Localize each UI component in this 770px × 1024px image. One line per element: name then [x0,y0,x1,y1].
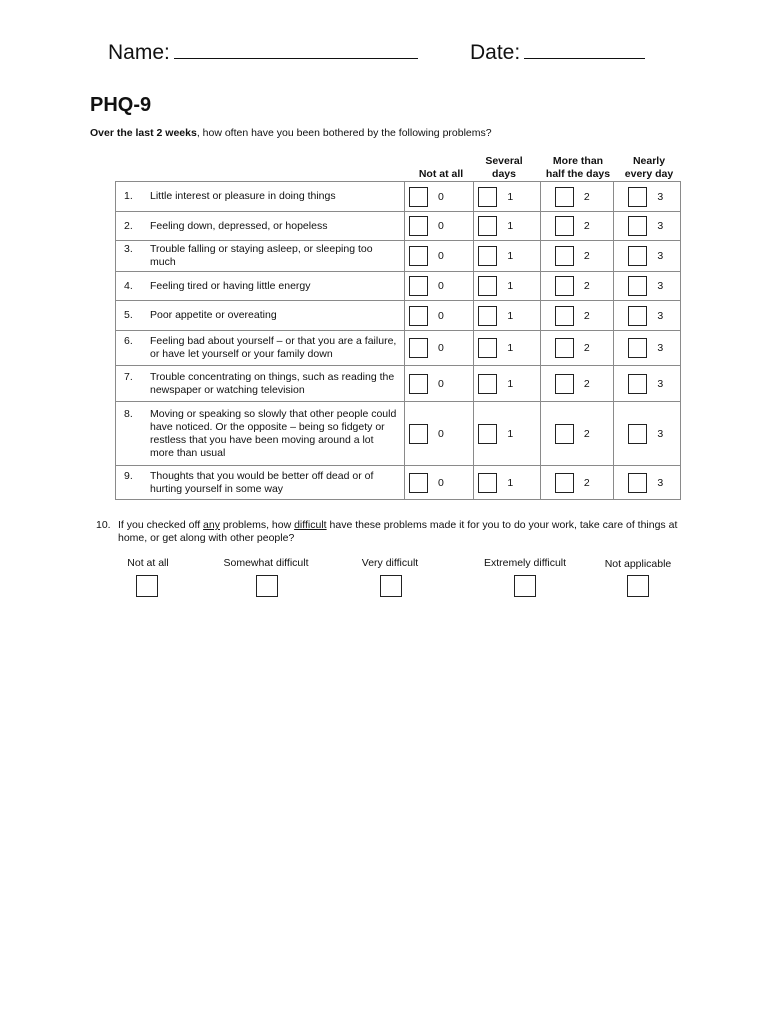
question-row [116,212,681,241]
answer-checkbox[interactable] [409,424,428,444]
answer-score: 1 [507,309,514,322]
question-number: 6. [124,335,133,347]
answer-score: 0 [438,280,444,292]
answer-option [614,473,680,493]
answer-cell [405,212,474,241]
difficulty-label: Somewhat difficult [223,557,309,569]
question-cell [116,366,405,402]
question-text: Trouble falling or staying asleep, or sleeping too much [150,243,373,268]
answer-option [405,473,473,493]
answer-option [405,306,473,326]
question-row [116,366,681,402]
answer-option [474,216,539,236]
difficulty-option-not-at-all [118,557,178,597]
question-text: Feeling tired or having little energy [150,279,311,292]
answer-checkbox[interactable] [628,473,647,493]
answer-cell [405,272,474,301]
answer-score: 0 [438,250,444,262]
answer-checkbox[interactable] [409,338,428,358]
answer-checkbox[interactable] [409,187,428,207]
answer-cell [614,212,681,241]
question-number: 3. [124,243,133,255]
question-content [116,188,404,205]
question-number: 1. [124,190,133,202]
answer-score: 0 [438,427,444,440]
difficulty-checkbox-extremely[interactable] [514,575,536,597]
answer-option [614,246,680,266]
difficulty-label: Very difficult [361,557,419,569]
answer-score: 2 [583,476,590,489]
answer-score: 0 [438,342,444,354]
name-label: Name: [108,41,170,64]
answer-cell [540,402,613,466]
answer-checkbox[interactable] [409,473,428,493]
answer-checkbox[interactable] [628,374,647,394]
question-number: 4. [124,279,133,292]
answer-score: 0 [438,377,444,390]
answer-cell [474,402,540,466]
instructions-bold: Over the last 2 weeks [90,127,197,139]
answer-checkbox[interactable] [409,276,428,296]
answer-option [405,246,473,266]
answer-cell [540,182,613,212]
answer-option [541,473,613,493]
name-field-row [108,40,418,65]
difficulty-checkbox-somewhat[interactable] [256,575,278,597]
question-number: 5. [124,309,133,321]
difficulty-option-somewhat [214,557,318,597]
difficulty-option-extremely [474,557,576,597]
answer-checkbox[interactable] [555,424,574,444]
answer-cell [614,301,681,331]
answer-cell [540,241,613,272]
answer-checkbox[interactable] [478,306,497,326]
answer-option [614,338,680,358]
answer-checkbox[interactable] [628,216,647,236]
answer-cell [614,241,681,272]
answer-score: 3 [657,309,664,322]
answer-cell [474,182,540,212]
answer-option [541,338,613,358]
question-cell [116,402,405,466]
question-text: Poor appetite or overeating [150,309,277,321]
answer-cell [540,212,613,241]
phq9-question-table [115,181,681,500]
answer-cell [474,272,540,301]
difficulty-label: Not applicable [604,558,672,570]
instructions [90,127,492,139]
difficulty-label: Not at all [127,557,169,569]
answer-checkbox[interactable] [555,473,574,493]
question-10-text: If you checked off any problems, how difficult have these problems made it for you to do your work, take care of things at home, or get along with other people? [118,519,678,544]
answer-checkbox[interactable] [628,187,647,207]
answer-cell [614,466,681,500]
answer-checkbox[interactable] [555,306,574,326]
answer-option [541,424,613,444]
question-row [116,272,681,301]
answer-checkbox[interactable] [478,338,497,358]
answer-option [474,276,539,296]
answer-checkbox[interactable] [555,374,574,394]
question-cell [116,241,405,272]
answer-score: 2 [583,427,590,440]
answer-option [405,216,473,236]
answer-checkbox[interactable] [628,276,647,296]
answer-score: 1 [507,476,514,489]
answer-option [474,306,539,326]
answer-score: 1 [507,342,514,354]
answer-score: 3 [657,427,664,440]
question-row [116,182,681,212]
question-cell [116,272,405,301]
answer-cell [405,241,474,272]
answer-score: 0 [438,476,444,489]
question-cell [116,331,405,366]
question-content [116,218,404,235]
answer-score: 0 [438,220,444,232]
answer-option [474,338,539,358]
answer-option [405,374,473,394]
answer-option [405,276,473,296]
answer-score: 3 [657,190,664,203]
answer-checkbox[interactable] [478,424,497,444]
answer-option [614,216,680,236]
answer-score: 3 [657,476,664,489]
answer-cell [614,182,681,212]
answer-checkbox[interactable] [628,246,647,266]
answer-checkbox[interactable] [409,306,428,326]
question-cell [116,301,405,331]
question-content [116,241,404,271]
question-text: Little interest or pleasure in doing things [150,190,336,202]
question-text: Feeling bad about yourself – or that you are a failure, or have let yourself or your family down [150,335,397,360]
answer-score: 3 [657,280,664,292]
answer-option [541,276,613,296]
question-cell [116,212,405,241]
answer-option [541,306,613,326]
question-row [116,331,681,366]
answer-checkbox[interactable] [478,473,497,493]
answer-cell [405,331,474,366]
answer-option [405,187,473,207]
answer-score: 2 [583,342,590,354]
answer-score: 2 [583,377,590,390]
answer-score: 2 [583,250,590,262]
answer-score: 3 [657,220,664,232]
answer-option [405,338,473,358]
answer-option [541,246,613,266]
question-text: Moving or speaking so slowly that other people could have noticed. Or the opposite – being so fidgety or restless that you have been moving around a lot more than usual [150,407,397,459]
answer-score: 3 [657,377,664,390]
answer-checkbox[interactable] [409,246,428,266]
answer-checkbox[interactable] [555,276,574,296]
question-text: Trouble concentrating on things, such as reading the newspaper or watching television [150,370,395,396]
answer-checkbox[interactable] [478,187,497,207]
question-text: Thoughts that you would be better off dead or of hurting yourself in some way [150,469,374,495]
answer-cell [614,366,681,402]
answer-score: 1 [507,220,514,232]
answer-checkbox[interactable] [478,374,497,394]
answer-score: 2 [583,280,590,292]
answer-checkbox[interactable] [478,246,497,266]
column-header-nearly-every-day: Nearly every day [624,155,674,180]
question-text: Feeling down, depressed, or hopeless [150,219,328,232]
answer-cell [614,272,681,301]
answer-score: 3 [657,342,664,354]
column-header-several-days: Several days [485,155,523,180]
answer-cell [474,212,540,241]
answer-cell [540,272,613,301]
answer-checkbox[interactable] [555,246,574,266]
date-label: Date: [470,41,521,64]
answer-option [541,216,613,236]
answer-score: 1 [507,190,514,203]
answer-score: 1 [507,377,514,390]
answer-checkbox[interactable] [478,276,497,296]
question-content [116,307,404,324]
column-header-more-than-half: More than half the days [545,155,611,180]
answer-score: 2 [583,190,590,203]
question-number: 8. [124,407,133,420]
question-row [116,402,681,466]
answer-option [474,187,539,207]
answer-option [614,374,680,394]
question-content [116,369,404,399]
question-cell [116,466,405,500]
answer-cell [540,331,613,366]
answer-score: 1 [507,427,514,440]
answer-cell [540,466,613,500]
answer-checkbox[interactable] [555,187,574,207]
answer-cell [405,182,474,212]
question-10-number: 10. [96,519,111,531]
answer-option [541,374,613,394]
date-field-row [470,40,645,65]
answer-cell [405,301,474,331]
answer-cell [614,331,681,366]
answer-cell [474,241,540,272]
answer-option [541,187,613,207]
question-content [116,278,404,295]
answer-option [474,473,539,493]
answer-checkbox[interactable] [628,306,647,326]
question-row [116,301,681,331]
answer-score: 2 [583,220,590,232]
answer-score: 1 [507,250,514,262]
question-number: 9. [124,469,133,482]
column-header-not-at-all: Not at all [418,168,464,180]
answer-cell [405,366,474,402]
answer-checkbox[interactable] [409,216,428,236]
answer-option [614,276,680,296]
answer-checkbox[interactable] [478,216,497,236]
difficulty-checkbox-not-applicable[interactable] [627,575,649,597]
answer-cell [614,402,681,466]
answer-score: 1 [507,280,514,292]
answer-option [614,424,680,444]
answer-cell [474,331,540,366]
answer-score: 0 [438,309,444,322]
answer-option [405,424,473,444]
question-content [116,333,404,363]
question-cell [116,182,405,212]
question-number: 7. [124,370,133,383]
difficulty-checkbox-not-at-all[interactable] [136,575,158,597]
answer-cell [474,366,540,402]
name-input[interactable] [174,40,418,59]
answer-checkbox[interactable] [628,338,647,358]
answer-cell [540,301,613,331]
answer-score: 3 [657,250,664,262]
answer-option [474,374,539,394]
answer-cell [540,366,613,402]
difficulty-label: Extremely difficult [483,557,567,569]
answer-option [614,187,680,207]
answer-checkbox[interactable] [555,338,574,358]
answer-score: 2 [583,309,590,322]
instructions-rest: , how often have you been bothered by the following problems? [196,127,492,139]
date-input[interactable] [524,40,645,59]
answer-checkbox[interactable] [555,216,574,236]
question-content [116,468,404,498]
answer-cell [405,402,474,466]
answer-cell [405,466,474,500]
difficulty-option-very [354,557,426,597]
answer-checkbox[interactable] [628,424,647,444]
difficulty-option-not-applicable [596,558,680,597]
answer-option [474,246,539,266]
question-content [116,406,404,462]
question-row [116,466,681,500]
answer-cell [474,301,540,331]
answer-option [474,424,539,444]
answer-option [614,306,680,326]
difficulty-checkbox-very[interactable] [380,575,402,597]
question-row [116,241,681,272]
form-title: PHQ-9 [90,94,152,116]
answer-score: 0 [438,190,444,203]
question-number: 2. [124,219,133,232]
answer-cell [474,466,540,500]
answer-checkbox[interactable] [409,374,428,394]
